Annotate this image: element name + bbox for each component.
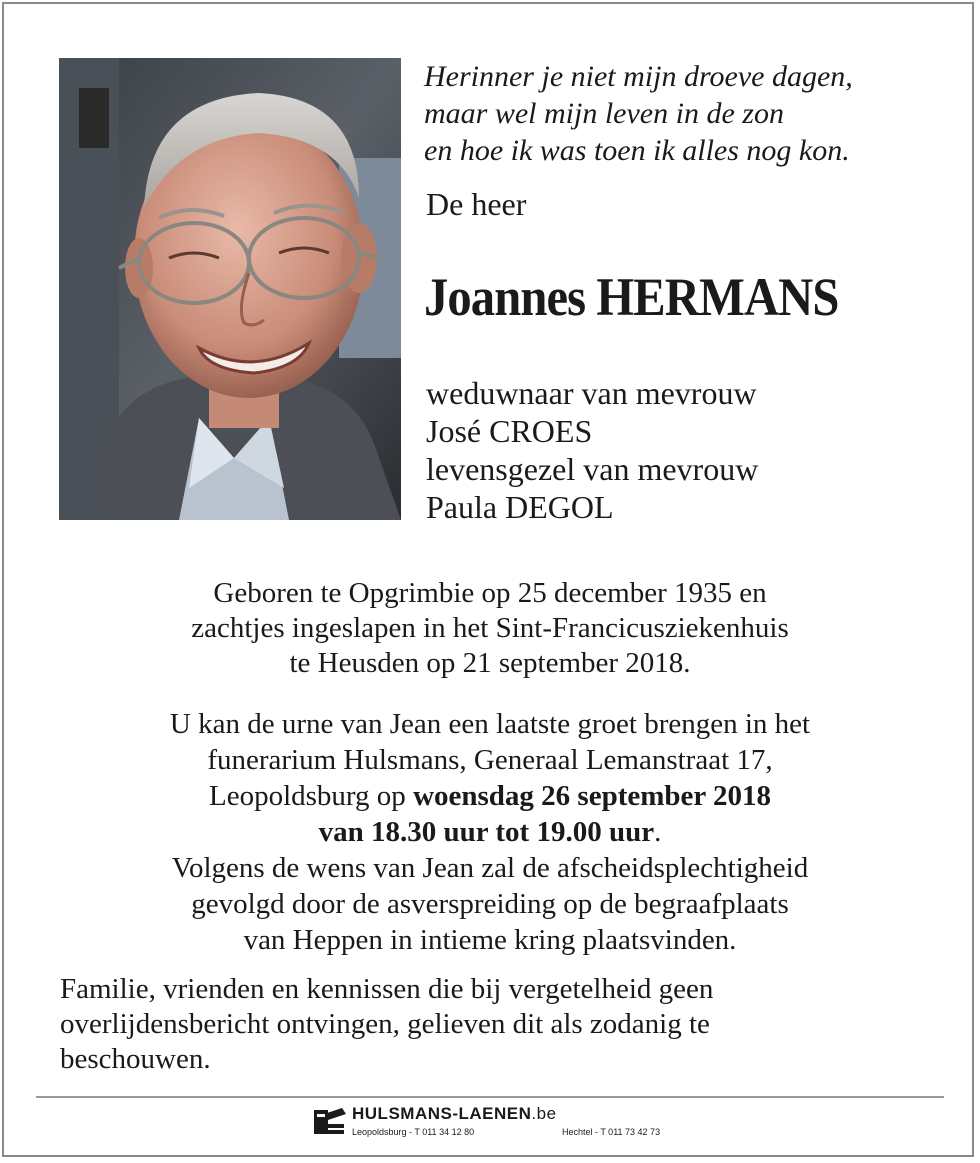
funeral-home-brand (352, 1104, 557, 1124)
visit-time: van 18.30 uur tot 19.00 uur (318, 816, 655, 848)
text-line: zachtjes ingeslapen in het Sint-Francicusziekenhuis (191, 612, 789, 644)
visit-date: woensdag 26 september 2018 (413, 780, 771, 812)
notice-paragraph (60, 972, 940, 1077)
text-line: Volgens de wens van Jean zal de afscheidsplechtigheid (171, 852, 809, 884)
text-line: Familie, vrienden en kennissen die bij vergetelheid geen (60, 973, 714, 1005)
relation-line: levensgezel van mevrouw (426, 451, 759, 487)
location-leopoldsburg: Leopoldsburg - T 011 34 12 80 (352, 1127, 475, 1137)
divider (36, 1096, 944, 1098)
deceased-name: Joannes HERMANS (424, 267, 839, 327)
visitation-paragraph (40, 706, 940, 958)
text-line: te Heusden op 21 september 2018. (289, 647, 691, 679)
text-line: beschouwen. (60, 1043, 211, 1075)
text-line: van Heppen in intieme kring plaatsvinden. (243, 924, 737, 956)
poem-line: en hoe ik was toen ik alles nog kon. (424, 134, 850, 167)
poem-line: Herinner je niet mijn droeve dagen, (424, 60, 853, 93)
poem-line: maar wel mijn leven in de zon (424, 97, 784, 130)
portrait-photo-illustration (59, 58, 401, 520)
relation-line: José CROES (426, 413, 593, 449)
text-line (40, 814, 940, 850)
brand-name: HULSMANS-LAENEN (352, 1104, 532, 1123)
brand-tld: .be (531, 1104, 557, 1123)
funeral-home-logo-icon (312, 1106, 348, 1138)
salutation: De heer (426, 186, 527, 222)
location-hechtel: Hechtel - T 011 73 42 73 (562, 1127, 661, 1137)
funeral-home-footer (312, 1104, 712, 1144)
relation-line: weduwnaar van mevrouw (426, 375, 757, 411)
text-line: Geboren te Opgrimbie op 25 december 1935 en (213, 577, 767, 609)
text-line (40, 778, 940, 814)
text-line: U kan de urne van Jean een laatste groet brengen in het (169, 708, 811, 740)
birth-death-paragraph (40, 576, 940, 681)
portrait-photo (59, 58, 401, 520)
relations (426, 374, 758, 526)
relation-line: Paula DEGOL (426, 489, 614, 525)
poem (424, 58, 944, 169)
text-fragment: . (654, 816, 662, 848)
text-line: gevolgd door de asverspreiding op de begraafplaats (191, 888, 789, 920)
text-line: funerarium Hulsmans, Generaal Lemanstraat 17, (207, 744, 773, 776)
text-line: overlijdensbericht ontvingen, gelieven dit als zodanig te (60, 1008, 710, 1040)
text-fragment: Leopoldsburg op (209, 780, 414, 812)
